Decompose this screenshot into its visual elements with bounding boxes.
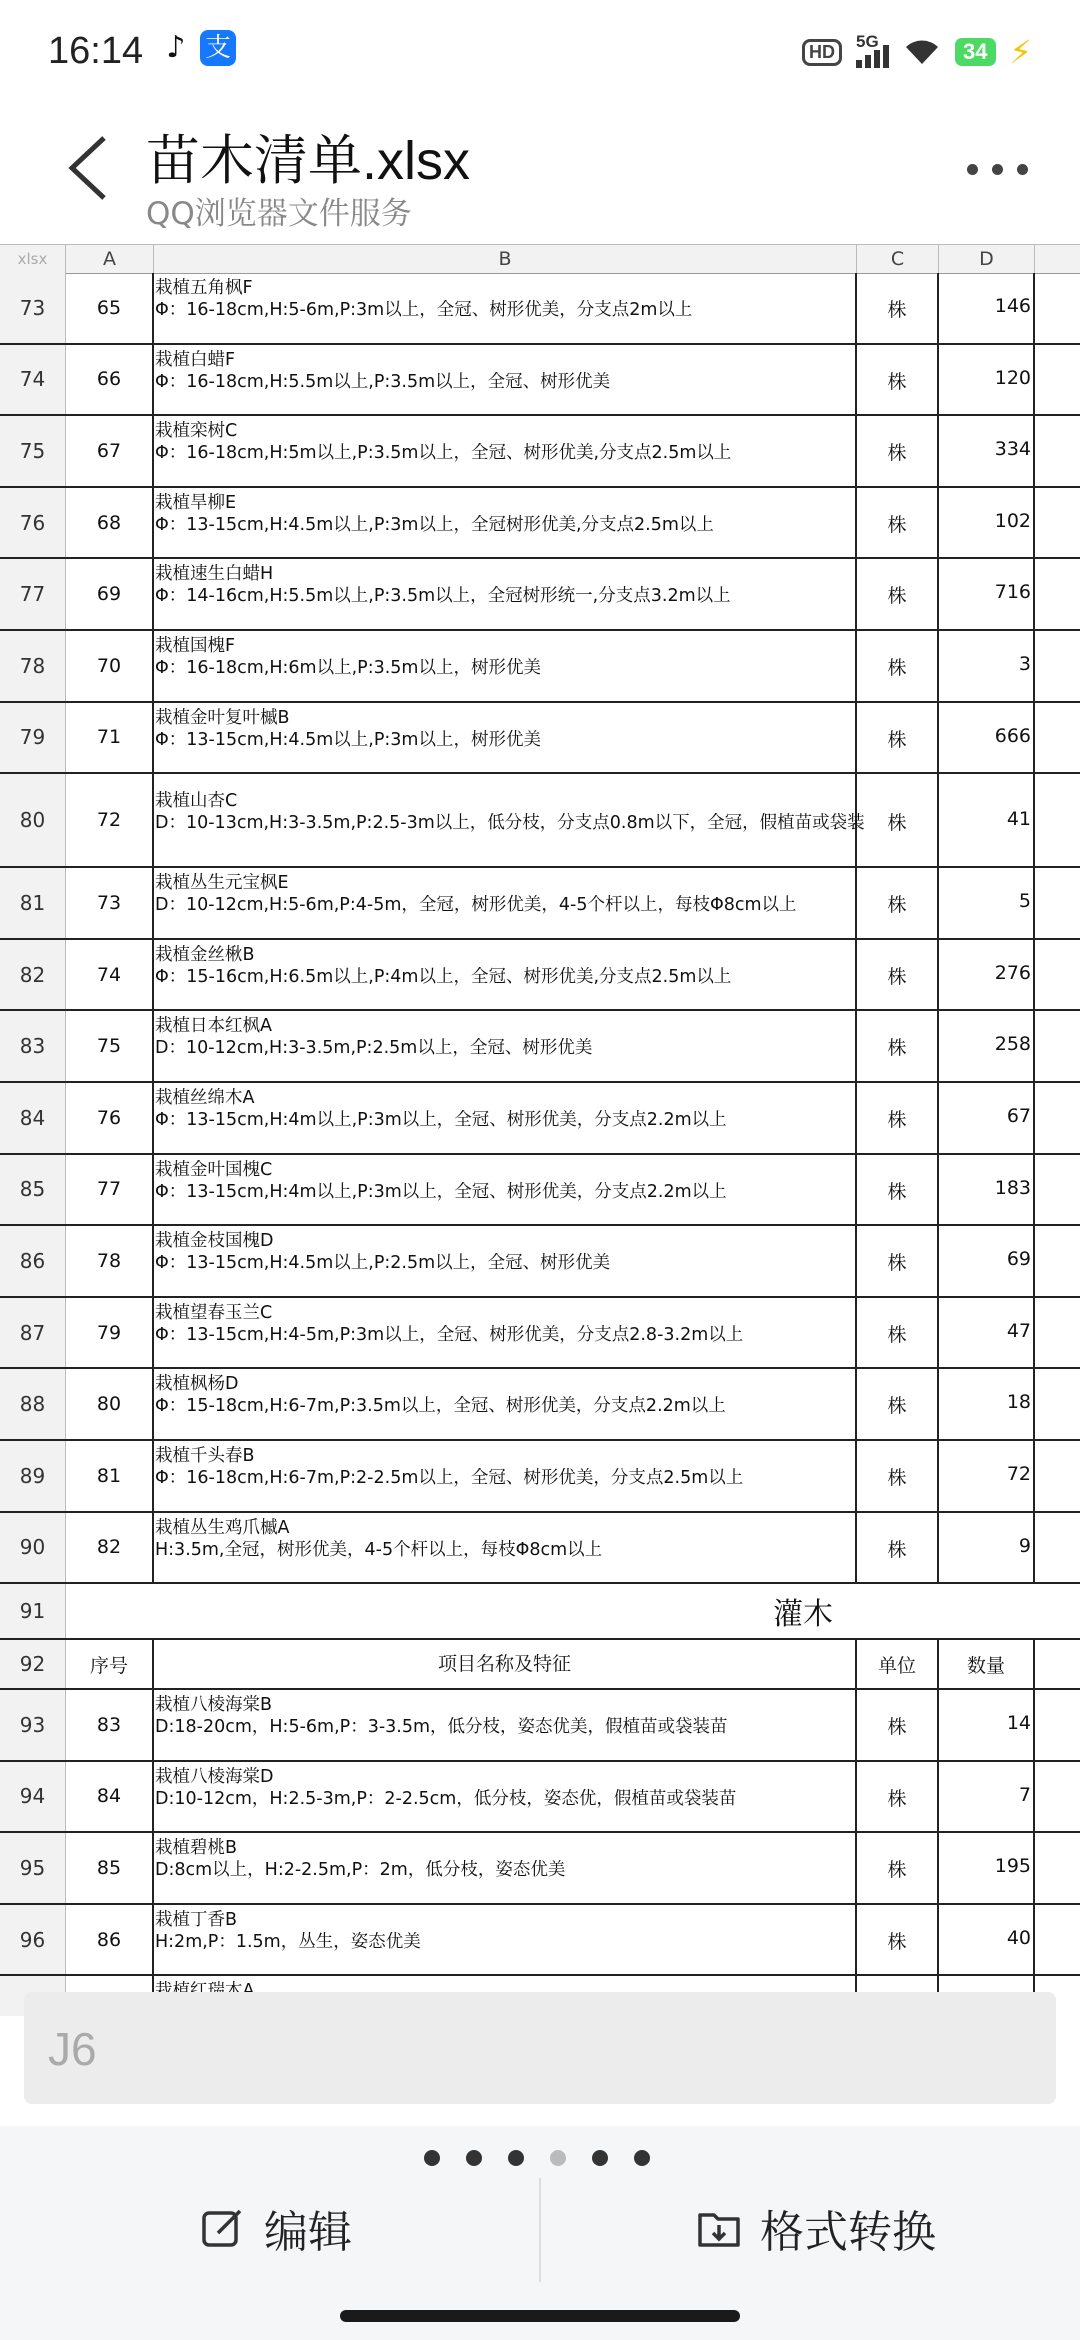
item-name: 栽植千头春B (155, 1445, 255, 1466)
item-spec: Φ：13-15cm,H:4.5m以上,P:2.5m以上，全冠、树形优美 (155, 1253, 611, 1274)
item-spec: D：10-13cm,H:3-3.5m,P:2.5-3m以上，低分枝，分支点0.8m以下，全冠，假植苗或袋装 (155, 813, 865, 834)
cell-item-description[interactable] (154, 1513, 857, 1583)
table-row[interactable] (0, 774, 1080, 868)
cell-item-description[interactable] (154, 703, 857, 773)
cell-serial[interactable]: 71 (66, 703, 154, 773)
item-name: 栽植五角枫F (155, 278, 253, 298)
table-row[interactable] (0, 631, 1080, 703)
cell-quantity[interactable]: 41 (939, 774, 1035, 866)
item-name: 栽植白蜡F (155, 349, 236, 370)
cell-unit[interactable]: 株 (857, 940, 939, 1010)
item-spec: D:10-12cm，H:2.5-3m,P：2-2.5cm，低分枝，姿态优，假植苗或袋装苗 (155, 1788, 737, 1809)
table-row[interactable] (0, 1905, 1080, 1977)
cell-quantity[interactable]: 195 (939, 1833, 1035, 1903)
column-header-c[interactable]: C (857, 245, 939, 273)
table-row[interactable] (0, 1833, 1080, 1905)
cell-unit[interactable]: 株 (857, 1298, 939, 1368)
cell-unit[interactable]: 株 (857, 703, 939, 773)
cell-quantity[interactable]: 47 (939, 1298, 1035, 1368)
cell-quantity[interactable]: 120 (939, 345, 1035, 415)
item-spec: Φ：15-16cm,H:6.5m以上,P:4m以上，全冠、树形优美,分支点2.5m以上 (155, 966, 732, 987)
row-number[interactable]: 92 (0, 1640, 66, 1688)
row-number[interactable]: 73 (0, 273, 66, 343)
file-title: 苗木清单.xlsx (146, 131, 470, 191)
cell-unit[interactable]: 株 (857, 559, 939, 629)
row-number[interactable]: 93 (0, 1690, 66, 1760)
item-name: 栽植栾树C (155, 421, 238, 442)
item-spec: H:2m,P：1.5m，丛生，姿态优美 (155, 1931, 421, 1952)
cell-quantity[interactable]: 9 (939, 1513, 1035, 1583)
row-number[interactable]: 80 (0, 774, 66, 866)
cell-serial[interactable]: 74 (66, 940, 154, 1010)
item-name: 栽植枫杨D (155, 1374, 239, 1395)
cell-serial[interactable]: 73 (66, 868, 154, 938)
charging-icon: ⚡ (1009, 33, 1032, 71)
item-name: 栽植速生白蜡H (155, 564, 274, 585)
cell-item-description[interactable] (154, 631, 857, 701)
table-row[interactable] (0, 1298, 1080, 1370)
cell-item-description[interactable] (154, 1298, 857, 1368)
item-spec: Φ：16-18cm,H:5.5m以上,P:3.5m以上，全冠、树形优美 (155, 371, 611, 392)
row-number[interactable]: 91 (0, 1584, 66, 1638)
cell-reference-bar[interactable] (24, 1992, 1056, 2104)
table-row[interactable] (0, 1155, 1080, 1227)
cell-item-description[interactable] (154, 488, 857, 558)
item-name: 栽植旱柳E (155, 492, 237, 513)
cell-unit[interactable]: 株 (857, 488, 939, 558)
edit-button[interactable] (200, 2200, 352, 2256)
hd-icon: HD (802, 39, 842, 66)
cell-serial[interactable]: 69 (66, 559, 154, 629)
table-row[interactable] (0, 1369, 1080, 1441)
row-number[interactable]: 76 (0, 488, 66, 558)
item-name: 栽植金枝国槐D (155, 1231, 274, 1252)
cell-serial[interactable]: 72 (66, 774, 154, 866)
item-spec: D:18-20cm，H:5-6m,P：3-3.5m，低分枝，姿态优美，假植苗或袋装苗 (155, 1717, 728, 1738)
item-spec: Φ：13-15cm,H:4-5m,P:3m以上，全冠、树形优美，分支点2.8-3.2m以上 (155, 1324, 744, 1345)
cell-unit[interactable]: 株 (857, 631, 939, 701)
cell-serial[interactable]: 68 (66, 488, 154, 558)
cell-item-description[interactable] (154, 940, 857, 1010)
cell-serial[interactable]: 82 (66, 1513, 154, 1583)
cell-unit[interactable]: 株 (857, 1441, 939, 1511)
item-name: 栽植八棱海棠D (155, 1766, 274, 1787)
column-header-b[interactable]: B (154, 245, 857, 273)
cell-quantity[interactable]: 5 (939, 868, 1035, 938)
cell-unit[interactable]: 株 (857, 1011, 939, 1081)
cell-unit[interactable]: 株 (857, 1833, 939, 1903)
cell-item-description[interactable] (154, 559, 857, 629)
more-menu-icon[interactable] (967, 164, 1028, 175)
title-bar (0, 100, 1080, 242)
cell-unit[interactable]: 株 (857, 1762, 939, 1832)
table-row[interactable] (0, 868, 1080, 940)
row-number[interactable]: 96 (0, 1905, 66, 1975)
bottom-toolbar (0, 2126, 1080, 2340)
cell-item-description[interactable] (154, 1762, 857, 1832)
table-row[interactable] (0, 940, 1080, 1012)
status-bar (0, 0, 1080, 100)
column-header-bar (0, 244, 1080, 274)
item-name: 栽植丝绵木A (155, 1087, 255, 1108)
item-spec: Φ：16-18cm,H:5m以上,P:3.5m以上，全冠、树形优美,分支点2.5m以上 (155, 443, 732, 464)
cell-quantity[interactable]: 666 (939, 703, 1035, 773)
status-time: 16:14 (48, 30, 144, 72)
item-name: 栽植八棱海棠B (155, 1695, 273, 1716)
cell-item-description[interactable] (154, 1083, 857, 1153)
row-number[interactable]: 81 (0, 868, 66, 938)
cell-item-description[interactable] (154, 273, 857, 343)
table-row[interactable] (0, 273, 1080, 345)
alipay-icon: 支 (200, 30, 236, 66)
spreadsheet-view[interactable] (0, 244, 1080, 1971)
cell-unit[interactable]: 株 (857, 273, 939, 343)
edit-icon (200, 2205, 246, 2251)
cell-serial[interactable]: 70 (66, 631, 154, 701)
cell-quantity[interactable]: 72 (939, 1441, 1035, 1511)
row-number[interactable]: 94 (0, 1762, 66, 1832)
cell-quantity[interactable]: 18 (939, 1369, 1035, 1439)
cell-item-description[interactable] (154, 1369, 857, 1439)
item-spec: H:3.5m,全冠，树形优美，4-5个杆以上，每枝Φ8cm以上 (155, 1539, 603, 1560)
page-indicator (424, 2150, 650, 2166)
cell-quantity[interactable]: 69 (939, 1226, 1035, 1296)
table-row[interactable] (0, 488, 1080, 560)
cell-serial[interactable]: 86 (66, 1905, 154, 1975)
item-name: 栽植金丝楸B (155, 944, 255, 965)
gesture-bar[interactable] (340, 2310, 740, 2322)
edit-label: 编辑 (264, 2207, 352, 2258)
item-spec: Φ：13-15cm,H:4.5m以上,P:3m以上，树形优美 (155, 729, 541, 750)
item-spec: D:8cm以上，H:2-2.5m,P：2m，低分枝，姿态优美 (155, 1860, 566, 1881)
item-name: 栽植金叶国槐C (155, 1159, 273, 1180)
row-number[interactable]: 84 (0, 1083, 66, 1153)
tiktok-icon: ♪ (166, 30, 186, 65)
item-name: 栽植丛生鸡爪槭A (155, 1517, 290, 1538)
table-row[interactable] (0, 559, 1080, 631)
cell-quantity[interactable]: 258 (939, 1011, 1035, 1081)
cell-serial[interactable]: 83 (66, 1690, 154, 1760)
folder-download-icon (696, 2205, 742, 2251)
item-name: 栽植金叶复叶槭B (155, 707, 290, 728)
cell-quantity[interactable]: 334 (939, 416, 1035, 486)
cell-item-description[interactable] (154, 1226, 857, 1296)
table-row[interactable] (0, 1513, 1080, 1585)
signal-icon: 5G (856, 36, 889, 68)
row-number[interactable]: 83 (0, 1011, 66, 1081)
item-spec: Φ：15-18cm,H:6-7m,P:3.5m以上，全冠、树形优美，分支点2.2m以上 (155, 1396, 726, 1417)
row-number[interactable]: 78 (0, 631, 66, 701)
cell-item-description[interactable] (154, 1011, 857, 1081)
table-row[interactable] (0, 1011, 1080, 1083)
cell-serial[interactable]: 79 (66, 1298, 154, 1368)
cell-serial[interactable]: 77 (66, 1155, 154, 1225)
item-spec: Φ：16-18cm,H:5-6m,P:3m以上，全冠、树形优美，分支点2m以上 (155, 300, 693, 320)
cell-quantity[interactable]: 102 (939, 488, 1035, 558)
cell-item-description[interactable] (154, 1690, 857, 1760)
cell-quantity[interactable]: 3 (939, 631, 1035, 701)
header-quantity[interactable]: 数量 (939, 1640, 1035, 1688)
item-spec: Φ：14-16cm,H:5.5m以上,P:3.5m以上，全冠树形统一,分支点3.2m以上 (155, 586, 731, 607)
item-name: 栽植山杏C (155, 791, 238, 812)
item-spec: Φ：13-15cm,H:4m以上,P:3m以上，全冠、树形优美，分支点2.2m以上 (155, 1109, 727, 1130)
table-row[interactable] (0, 1226, 1080, 1298)
row-number[interactable]: 82 (0, 940, 66, 1010)
cell-serial[interactable]: 84 (66, 1762, 154, 1832)
sheet-rows (0, 273, 1080, 2016)
cell-quantity[interactable]: 183 (939, 1155, 1035, 1225)
cell-unit[interactable]: 株 (857, 416, 939, 486)
cell-serial[interactable]: 66 (66, 345, 154, 415)
cell-serial[interactable]: 65 (66, 273, 154, 343)
table-row[interactable] (0, 1441, 1080, 1513)
item-spec: Φ：16-18cm,H:6-7m,P:2-2.5m以上，全冠、树形优美，分支点2.5m以上 (155, 1467, 744, 1488)
cell-reference-value: J6 (48, 2023, 97, 2075)
column-header-a[interactable]: A (66, 245, 154, 273)
cell-quantity[interactable]: 7 (939, 1762, 1035, 1832)
row-number[interactable]: 77 (0, 559, 66, 629)
cell-serial[interactable]: 76 (66, 1083, 154, 1153)
cell-unit[interactable]: 株 (857, 774, 939, 866)
item-name: 栽植国槐F (155, 635, 236, 656)
cell-quantity[interactable]: 14 (939, 1690, 1035, 1760)
cell-item-description[interactable] (154, 1905, 857, 1975)
wifi-icon (903, 38, 941, 66)
battery-icon: 34 (955, 38, 995, 66)
cell-unit[interactable]: 株 (857, 868, 939, 938)
cell-serial[interactable]: 67 (66, 416, 154, 486)
cell-unit[interactable]: 株 (857, 345, 939, 415)
cell-serial[interactable]: 75 (66, 1011, 154, 1081)
cell-item-description[interactable] (154, 416, 857, 486)
row-number[interactable]: 89 (0, 1441, 66, 1511)
item-name: 栽植日本红枫A (155, 1016, 272, 1037)
cell-item-description[interactable] (154, 1155, 857, 1225)
item-spec: Φ：16-18cm,H:6m以上,P:3.5m以上，树形优美 (155, 657, 541, 678)
cell-quantity[interactable]: 716 (939, 559, 1035, 629)
toolbar-divider (539, 2178, 541, 2282)
cell-unit[interactable]: 株 (857, 1155, 939, 1225)
cell-serial[interactable]: 80 (66, 1369, 154, 1439)
table-header-row[interactable] (0, 1640, 1080, 1690)
format-convert-label: 格式转换 (760, 2207, 936, 2258)
item-spec: D：10-12cm,H:5-6m,P:4-5m，全冠，树形优美，4-5个杆以上，每枝Φ8cm以上 (155, 895, 797, 916)
cell-item-description[interactable] (154, 774, 865, 866)
table-row[interactable] (0, 345, 1080, 417)
cell-quantity[interactable]: 67 (939, 1083, 1035, 1153)
sheet-corner: xlsx (0, 245, 66, 273)
row-number[interactable]: 88 (0, 1369, 66, 1439)
row-number[interactable]: 75 (0, 416, 66, 486)
row-number[interactable]: 74 (0, 345, 66, 415)
row-number[interactable]: 85 (0, 1155, 66, 1225)
item-name: 栽植望春玉兰C (155, 1302, 273, 1323)
back-arrow-icon[interactable] (62, 132, 114, 204)
cell-unit[interactable]: 株 (857, 1369, 939, 1439)
cell-quantity[interactable]: 276 (939, 940, 1035, 1010)
cell-item-description[interactable] (154, 345, 857, 415)
cell-unit[interactable]: 株 (857, 1226, 939, 1296)
cell-serial[interactable]: 78 (66, 1226, 154, 1296)
item-spec: Φ：13-15cm,H:4m以上,P:3m以上，全冠、树形优美，分支点2.2m以上 (155, 1181, 727, 1202)
item-name: 栽植丁香B (155, 1909, 238, 1930)
item-name: 栽植丛生元宝枫E (155, 873, 289, 894)
format-convert-button[interactable] (696, 2200, 936, 2256)
table-section-row[interactable] (0, 1584, 1080, 1640)
cell-item-description[interactable] (154, 868, 857, 938)
item-spec: D：10-12cm,H:3-3.5m,P:2.5m以上，全冠、树形优美 (155, 1038, 593, 1059)
header-unit[interactable]: 单位 (857, 1640, 939, 1688)
table-row[interactable] (0, 703, 1080, 775)
cell-item-description[interactable] (154, 1833, 857, 1903)
header-serial[interactable]: 序号 (66, 1640, 154, 1688)
cell-unit[interactable]: 株 (857, 1690, 939, 1760)
section-title[interactable]: 灌木 (773, 1597, 833, 1633)
cell-serial[interactable]: 81 (66, 1441, 154, 1511)
row-number[interactable]: 90 (0, 1513, 66, 1583)
table-row[interactable] (0, 1083, 1080, 1155)
file-subtitle: QQ浏览器文件服务 (146, 196, 412, 232)
table-row[interactable] (0, 1690, 1080, 1762)
cell-unit[interactable]: 株 (857, 1083, 939, 1153)
header-item-description[interactable]: 项目名称及特征 (154, 1640, 857, 1688)
column-header-d[interactable]: D (939, 245, 1035, 273)
cell-quantity[interactable]: 146 (939, 273, 1035, 343)
cell-unit[interactable]: 株 (857, 1905, 939, 1975)
item-spec: Φ：13-15cm,H:4.5m以上,P:3m以上，全冠树形优美,分支点2.5m以上 (155, 514, 714, 535)
row-number[interactable]: 86 (0, 1226, 66, 1296)
row-number[interactable]: 87 (0, 1298, 66, 1368)
cell-item-description[interactable] (154, 1441, 857, 1511)
cell-unit[interactable]: 株 (857, 1513, 939, 1583)
cell-quantity[interactable]: 40 (939, 1905, 1035, 1975)
row-number[interactable]: 95 (0, 1833, 66, 1903)
table-row[interactable] (0, 416, 1080, 488)
item-name: 栽植碧桃B (155, 1838, 238, 1859)
cell-serial[interactable]: 85 (66, 1833, 154, 1903)
table-row[interactable] (0, 1762, 1080, 1834)
row-number[interactable]: 79 (0, 703, 66, 773)
